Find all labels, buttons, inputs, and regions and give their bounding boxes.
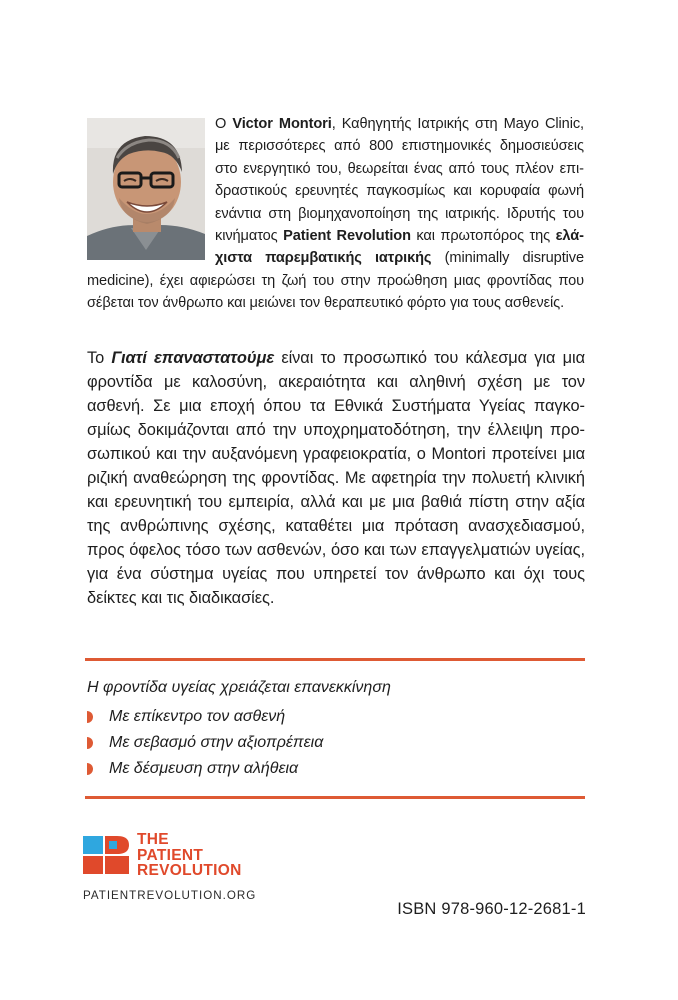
logo-line-3: REVOLUTION xyxy=(137,862,242,880)
highlight-top-rule xyxy=(85,658,585,661)
description-body: είναι το προσωπικό του κάλεσμα για μια φροντίδα με καλοσύνη, ακεραιότητα και αληθινή σχέση με τον ασθενή. Σε μια εποχή όπου τα Εθνικά Συστήματα Υγείας παγκοσμίως δοκιμάζονται από την υποχρηματοδότηση, την έλλειψη προσωπικού και την αυξανόμενη γραφειοκρατία, ο Montori προτείνει μια ριζική αναθεώρηση της φροντίδας. Με αφετηρία την πολυετή κλινική και ερευνητική του εμπειρία, αλλά και με μια βαθιά πίστη στην αξία της ανθρώπινης σχέσης, καταθέτει μια πρόταση ανασχεδιασμού, προς όφελος τόσο των ασθενών, όσο και των επαγγελματιών υγείας, για ένα σύστημα υγείας που υπηρετεί τον άνθρωπο και όχι τους δείκτες και τις διαδικασίες. xyxy=(87,349,585,607)
concept-name: ελάχιστα παρεμβατικής ιατρικής xyxy=(215,228,585,267)
logo-mark-icon xyxy=(83,832,129,878)
list-item xyxy=(87,707,577,733)
movement-name: Patient Revolution xyxy=(283,228,411,245)
logo-line-2: PATIENT xyxy=(137,846,204,864)
bullet-marker-icon xyxy=(87,711,93,723)
list-item-text: Με δέσμευση στην αλήθεια xyxy=(109,760,299,777)
list-item-text: Με επίκεντρο τον ασθενή xyxy=(109,708,286,725)
highlight-title: Η φροντίδα υγείας χρειάζεται επανεκκίνηση xyxy=(87,679,391,696)
bullet-marker-icon xyxy=(87,737,93,749)
author-name: Victor Montori xyxy=(232,116,332,132)
bio-text-2: και πρωτοπόρος της xyxy=(410,228,556,245)
bio-prefix: Ο xyxy=(215,116,233,132)
highlight-list xyxy=(87,707,577,785)
author-bio xyxy=(87,113,584,315)
book-title: Γιατί επαναστατούμε xyxy=(111,349,275,367)
description-prefix: Το xyxy=(87,349,112,367)
logo-url: PATIENTREVOLUTION.ORG xyxy=(83,889,257,902)
list-item xyxy=(87,733,577,759)
list-item xyxy=(87,759,577,785)
patient-revolution-logo xyxy=(83,832,283,912)
bio-text-3: (minimally disruptive medicine), έχει αφιερώσει τη ζωή του στην προώθηση μιας φροντίδας που σέβεται τον άνθρωπο και μειώνει τον θεραπευτικό φόρτο για τους ασθενείς. xyxy=(87,250,585,312)
list-item-text: Με σεβασμό στην αξιοπρέπεια xyxy=(109,734,324,751)
highlight-bottom-rule xyxy=(85,796,585,799)
logo-line-1: THE xyxy=(137,831,169,848)
photo-spacer xyxy=(87,113,215,265)
isbn: ISBN 978-960-12-2681-1 xyxy=(397,900,586,918)
bio-text-1: , Καθηγητής Ιατρικής στη Mayo Clinic, με περισσότερες από 800 επιστημονικές δημοσιεύσεις στο ενεργητικό του, θεωρείται ένας από τους πλέον επιδραστικούς ερευνητές παγκοσμίως και κορυφαία φωνή ενάντια στη βιομηχανοποίηση της ιατρικής. Ιδρυτής του κινήματος xyxy=(215,116,584,245)
book-description xyxy=(87,346,585,610)
logo-wordmark xyxy=(137,832,242,879)
bullet-marker-icon xyxy=(87,763,93,775)
